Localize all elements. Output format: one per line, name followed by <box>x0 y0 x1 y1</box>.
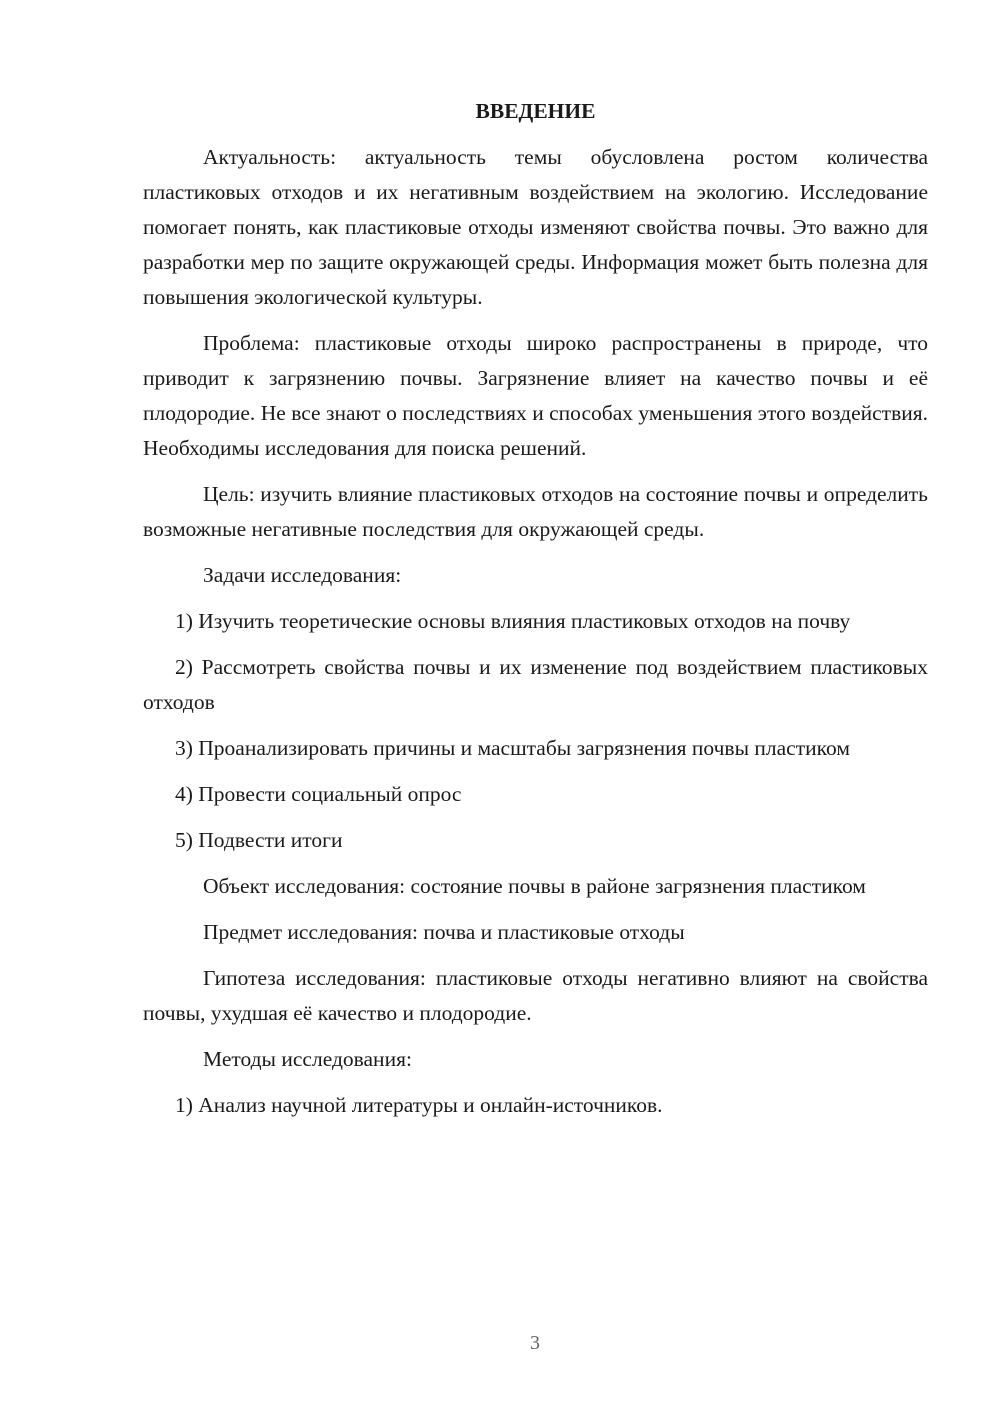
list-item: 5) Подвести итоги <box>175 828 343 852</box>
list-item: 1) Изучить теоретические основы влияния пластиковых отходов на почву <box>175 609 851 633</box>
hypothesis-paragraph: Гипотеза исследования: пластиковые отходы негативно влияют на свойства почвы, ухудшая её качество и плодородие. <box>143 966 928 1025</box>
page-number: 3 <box>530 1332 540 1354</box>
document-title: ВВЕДЕНИЕ <box>475 99 596 123</box>
subject-paragraph: Предмет исследования: почва и пластиковые отходы <box>203 920 685 944</box>
list-item: 1) Анализ научной литературы и онлайн-источников. <box>175 1093 663 1117</box>
tasks-list <box>143 604 928 858</box>
document-page <box>143 96 928 1134</box>
object-paragraph: Объект исследования: состояние почвы в районе загрязнения пластиком <box>203 874 866 898</box>
problem-paragraph: Проблема: пластиковые отходы широко распространены в природе, что приводит к загрязнению почвы. Загрязнение влияет на качество почвы и её плодородие. Не все знают о последствиях и способах уменьшения этого воздействия. Необходимы исследования для поиска решений. <box>143 331 928 460</box>
list-item: 2) Рассмотреть свойства почвы и их изменение под воздействием пластиковых отходов <box>143 655 928 714</box>
relevance-paragraph: Актуальность: актуальность темы обусловлена ростом количества пластиковых отходов и их негативным воздействием на экологию. Исследование помогает понять, как пластиковые отходы изменяют свойства почвы. Это важно для разработки мер по защите окружающей среды. Информация может быть полезна для повышения экологической культуры. <box>143 145 928 309</box>
goal-paragraph: Цель: изучить влияние пластиковых отходов на состояние почвы и определить возможные негативные последствия для окружающей среды. <box>143 482 928 541</box>
methods-heading: Методы исследования: <box>203 1047 412 1071</box>
methods-list <box>143 1088 928 1123</box>
list-item: 4) Провести социальный опрос <box>175 782 462 806</box>
list-item: 3) Проанализировать причины и масштабы загрязнения почвы пластиком <box>175 736 850 760</box>
tasks-heading: Задачи исследования: <box>203 563 402 587</box>
